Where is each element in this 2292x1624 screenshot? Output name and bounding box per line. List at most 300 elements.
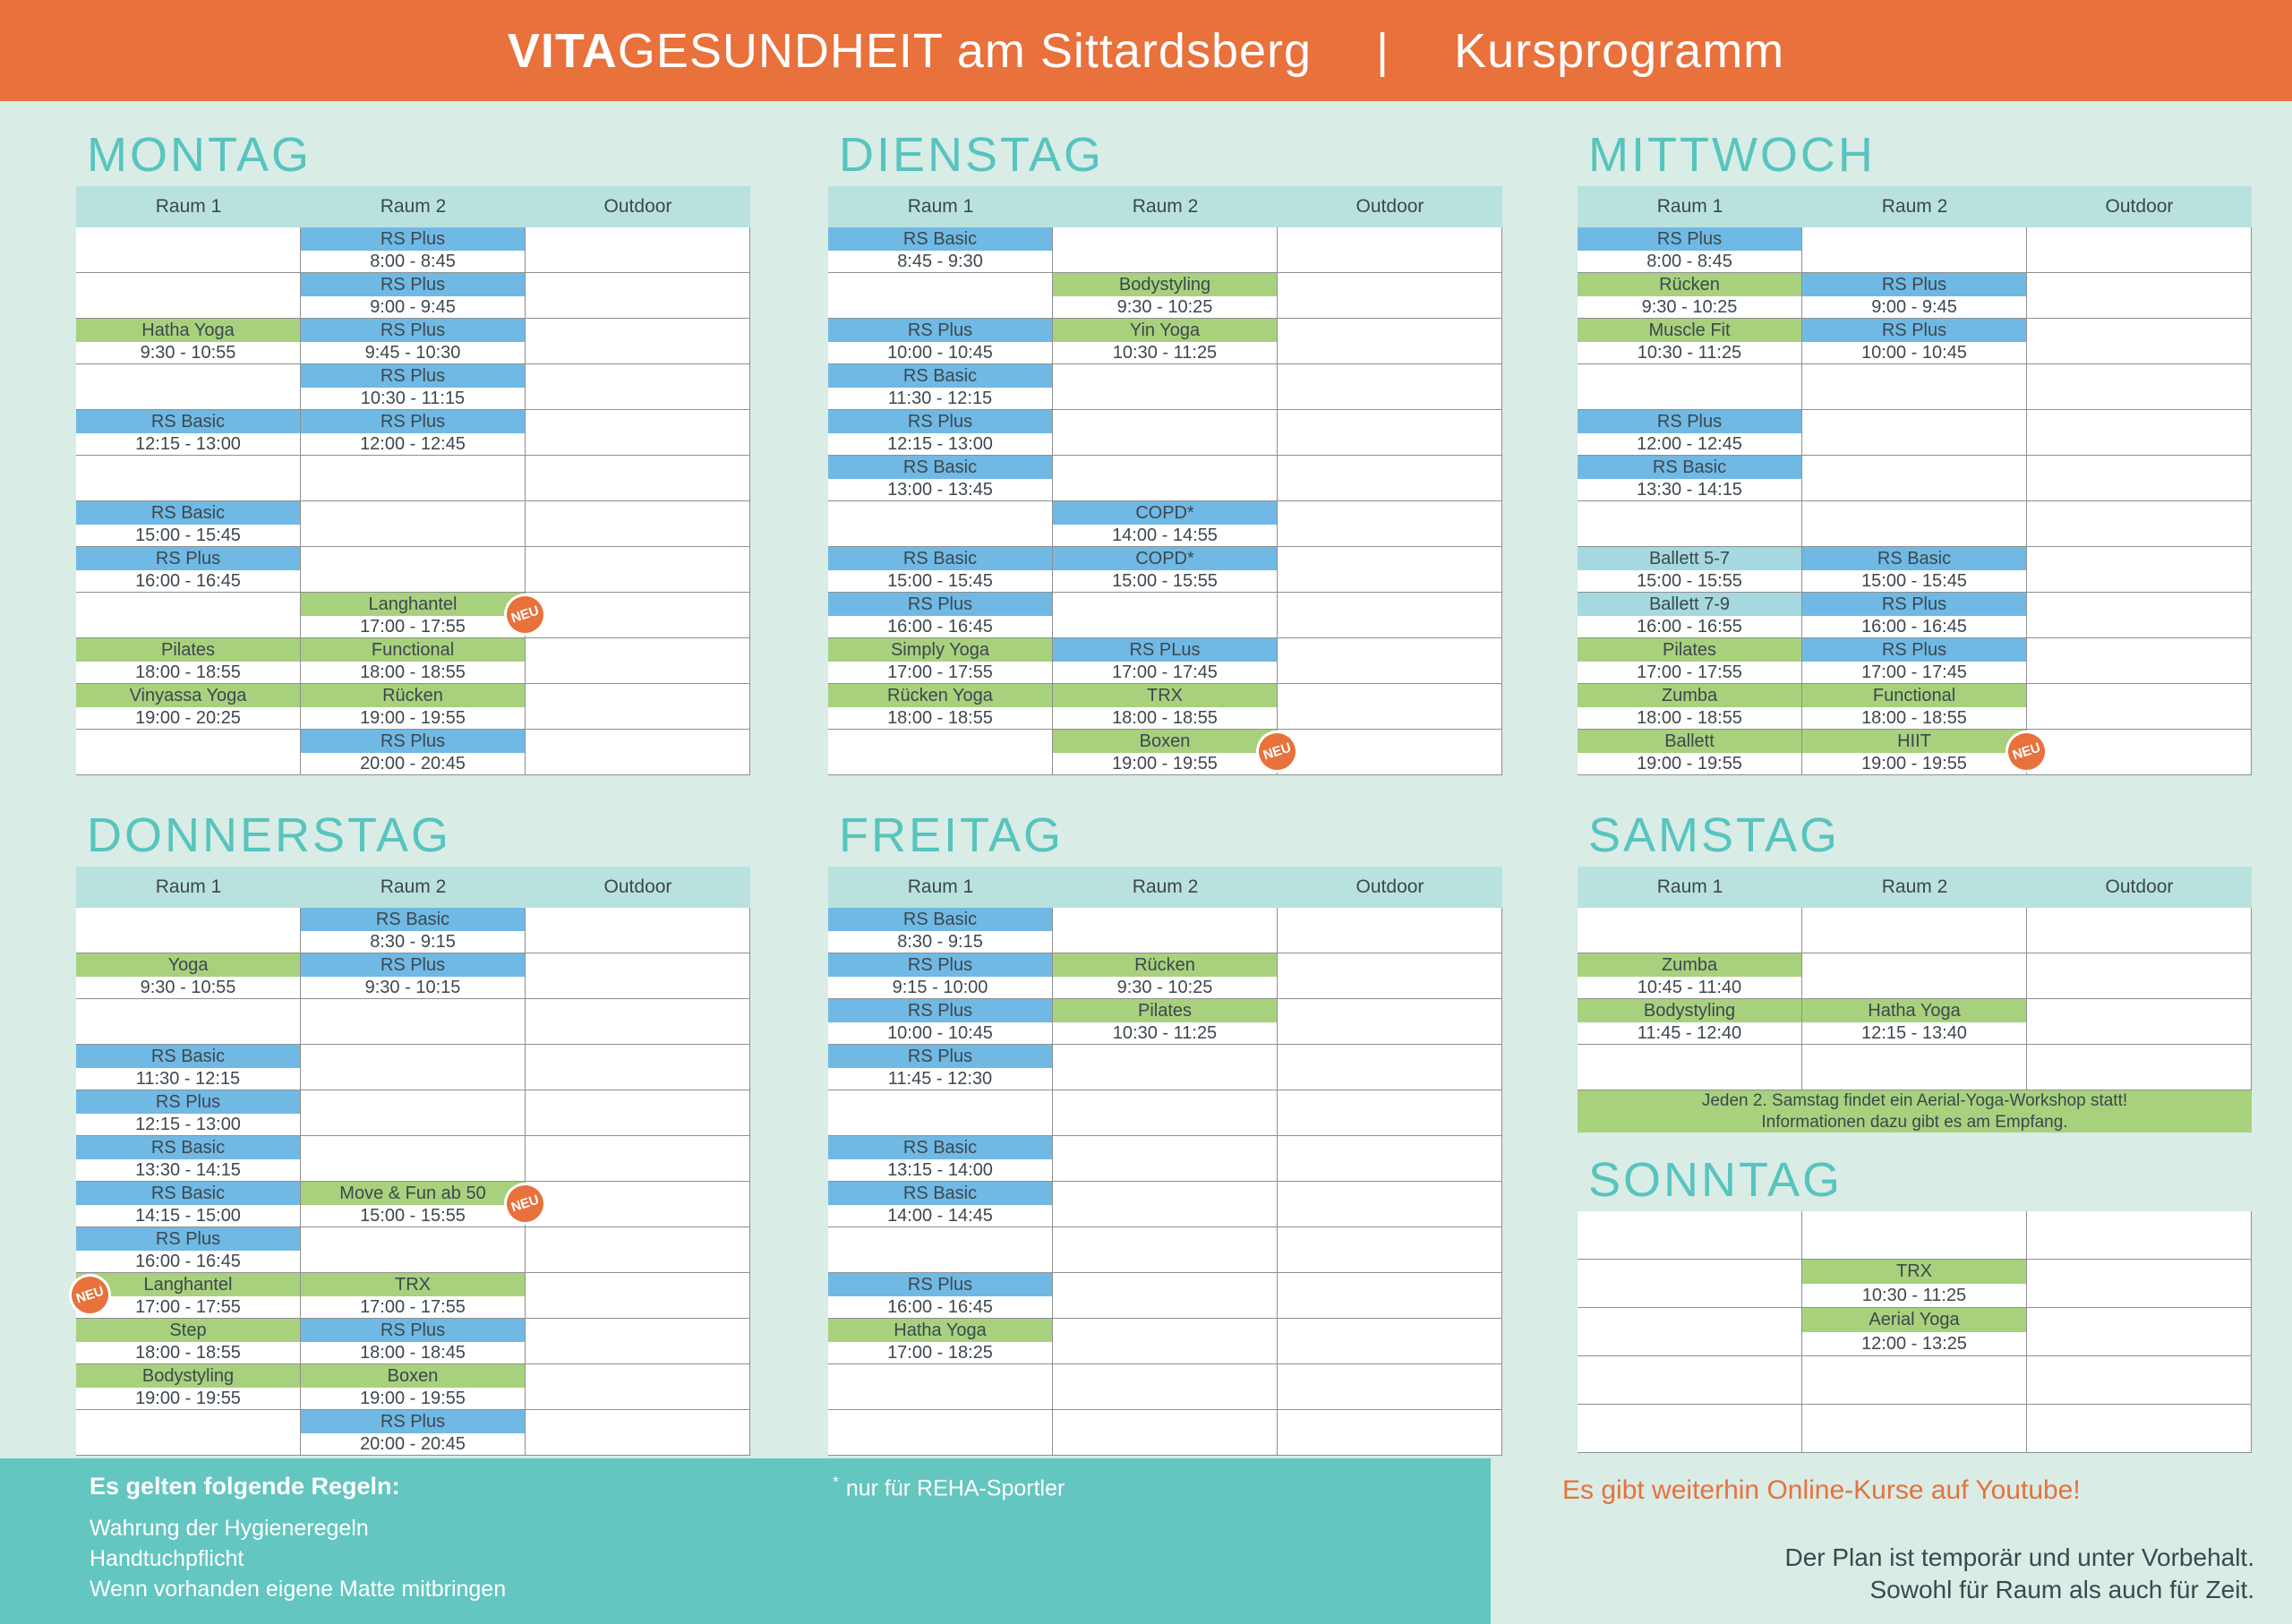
schedule-cell — [828, 730, 1053, 774]
schedule-cell — [301, 319, 526, 363]
schedule-table-samstag — [1578, 867, 2252, 1133]
schedule-cell — [526, 1090, 750, 1135]
event — [1578, 319, 1801, 363]
event-time: 15:00 - 15:45 — [1802, 570, 2026, 592]
schedule-cell — [301, 364, 526, 409]
event — [1053, 999, 1277, 1044]
event-name: Langhantel — [301, 593, 525, 616]
event — [301, 1319, 525, 1363]
event-time: 15:00 - 15:45 — [828, 570, 1052, 592]
schedule-cell — [1802, 999, 2027, 1044]
table-header-row — [76, 867, 750, 908]
asterisk: * — [833, 1473, 839, 1491]
schedule-cell — [526, 684, 750, 729]
schedule-cell — [76, 456, 301, 500]
slot-row — [1578, 999, 2252, 1045]
event-time: 9:30 - 10:25 — [1578, 296, 1801, 318]
event-name: Bodystyling — [76, 1364, 300, 1388]
event-name: RS Plus — [1802, 319, 2026, 342]
schedule-cell — [2027, 1356, 2252, 1404]
schedule-cell — [76, 1182, 301, 1227]
event-name: RS Basic — [76, 1045, 300, 1068]
column-header: Raum 1 — [907, 876, 974, 897]
schedule-cell — [1802, 1260, 2027, 1307]
event — [76, 1227, 300, 1272]
slot-row — [1578, 1045, 2252, 1090]
schedule-cell — [526, 999, 750, 1044]
schedule-cell — [1802, 1405, 2027, 1452]
schedule-cell — [526, 908, 750, 953]
day-title-dienstag: DIENSTAG — [839, 128, 1105, 182]
banner-line: Jeden 2. Samstag findet ein Aerial-Yoga-Workshop statt! — [1701, 1090, 2128, 1110]
slot-row — [76, 999, 750, 1045]
slot-row — [828, 999, 1502, 1045]
event-name: RS Plus — [828, 410, 1052, 433]
event-time: 15:00 - 15:55 — [301, 1205, 525, 1227]
slot-row — [1578, 593, 2252, 638]
schedule-cell — [1053, 638, 1278, 683]
schedule-cell — [1053, 953, 1278, 998]
schedule-cell — [301, 1045, 526, 1090]
event-time: 18:00 - 18:55 — [828, 707, 1052, 729]
schedule-cell — [526, 1273, 750, 1318]
event-time: 18:00 - 18:55 — [1578, 707, 1801, 729]
event-name: RS Plus — [828, 953, 1052, 977]
slot-row — [76, 1227, 750, 1273]
slot-row — [1578, 684, 2252, 730]
schedule-cell — [1053, 1136, 1278, 1181]
event-time: 9:45 - 10:30 — [301, 342, 525, 363]
schedule-cell — [1802, 953, 2027, 998]
schedule-cell — [1278, 1273, 1502, 1318]
schedule-cell — [1053, 1090, 1278, 1135]
day-sonntag — [1578, 1149, 2252, 1453]
event-time: 9:15 - 10:00 — [828, 977, 1052, 998]
event-time: 9:00 - 9:45 — [1802, 296, 2026, 318]
schedule-cell — [1053, 1273, 1278, 1318]
event-name: RS Basic — [828, 227, 1052, 251]
slot-row — [828, 953, 1502, 999]
schedule-cell — [76, 684, 301, 729]
schedule-cell — [1278, 593, 1502, 637]
slot-row — [76, 684, 750, 730]
schedule-cell — [526, 1364, 750, 1409]
event — [76, 1182, 300, 1227]
slot-row — [73, 1273, 750, 1319]
schedule-cell — [301, 1227, 526, 1272]
schedule-cell — [1278, 1090, 1502, 1135]
slot-row — [76, 1319, 750, 1364]
event — [1578, 410, 1801, 455]
column-header: Outdoor — [1356, 876, 1424, 897]
schedule-cell — [301, 456, 526, 500]
slot-row — [1578, 547, 2252, 593]
schedule-cell — [828, 638, 1053, 683]
column-header: Outdoor — [1356, 196, 1424, 217]
schedule-cell — [2027, 999, 2252, 1044]
schedule-cell — [526, 1045, 750, 1090]
schedule-cell — [1278, 501, 1502, 546]
event — [76, 953, 300, 998]
column-header: Raum 1 — [1656, 876, 1723, 897]
schedule-cell — [828, 1319, 1053, 1363]
schedule-cell — [1053, 1182, 1278, 1227]
schedule-cell — [1278, 547, 1502, 592]
event-time: 18:00 - 18:55 — [301, 662, 525, 683]
schedule-cell — [76, 999, 301, 1044]
schedule-cell — [1578, 684, 1802, 729]
event-time: 17:00 - 17:55 — [76, 1296, 300, 1318]
event-name: RS Basic — [76, 1136, 300, 1159]
header-bar — [0, 0, 2292, 101]
schedule-cell — [76, 1136, 301, 1181]
schedule-cell — [828, 1045, 1053, 1090]
rules-box — [0, 1458, 1491, 1624]
schedule-cell — [301, 908, 526, 953]
event-time: 10:30 - 11:25 — [1802, 1284, 2026, 1307]
slot-row — [828, 684, 1502, 730]
slot-row — [1578, 501, 2252, 547]
event-time: 15:00 - 15:55 — [1053, 570, 1277, 592]
schedule-cell — [1802, 1045, 2027, 1090]
schedule-cell — [1278, 1182, 1502, 1227]
schedule-cell — [2027, 410, 2252, 455]
schedule-cell — [1053, 410, 1278, 455]
event-time: 13:30 - 14:15 — [1578, 479, 1801, 500]
schedule-cell — [1802, 547, 2027, 592]
event-name: Muscle Fit — [1578, 319, 1801, 342]
event-name: RS Plus — [76, 1227, 300, 1251]
schedule-cell — [828, 364, 1053, 409]
event — [301, 638, 525, 683]
schedule-cell — [301, 1273, 526, 1318]
event — [1578, 953, 1801, 998]
table-header-row — [76, 186, 750, 227]
event-time: 18:00 - 18:55 — [76, 662, 300, 683]
schedule-cell — [76, 1364, 301, 1409]
event — [828, 456, 1052, 500]
schedule-cell — [1278, 456, 1502, 500]
schedule-cell — [301, 547, 526, 592]
column-header: Raum 1 — [155, 196, 222, 217]
event-name: Pilates — [1053, 999, 1277, 1022]
event — [828, 227, 1052, 272]
event — [1802, 638, 2026, 683]
schedule-cell — [76, 1319, 301, 1363]
event — [1578, 999, 1801, 1044]
column-header: Raum 2 — [380, 196, 447, 217]
schedule-cell — [1278, 1045, 1502, 1090]
slot-row — [828, 638, 1502, 684]
schedule-cell — [1578, 547, 1802, 592]
slot-row — [76, 547, 750, 593]
rule-item: Wenn vorhanden eigene Matte mitbringen — [90, 1577, 507, 1602]
event-name: Yin Yoga — [1053, 319, 1277, 342]
slot-row — [828, 501, 1502, 547]
schedule-cell — [1278, 1410, 1502, 1455]
schedule-cell — [828, 1182, 1053, 1227]
event-time: 17:00 - 17:55 — [301, 616, 525, 637]
schedule-cell — [828, 1136, 1053, 1181]
schedule-cell — [828, 1364, 1053, 1409]
schedule-cell — [1053, 319, 1278, 363]
day-montag — [76, 124, 750, 775]
event-time: 9:30 - 10:25 — [1053, 296, 1277, 318]
column-header: Raum 1 — [155, 876, 222, 897]
day-title-mittwoch: MITTWOCH — [1588, 128, 1876, 182]
slot-row — [828, 364, 1502, 410]
slot-row — [1578, 1405, 2252, 1453]
schedule-cell — [1802, 684, 2027, 729]
slot-row — [828, 273, 1502, 319]
slot-row — [828, 1273, 1502, 1319]
event-time: 16:00 - 16:55 — [1578, 616, 1801, 637]
schedule-cell — [1278, 1136, 1502, 1181]
rules-title: Es gelten folgende Regeln: — [90, 1473, 400, 1500]
event-name: RS Plus — [301, 1410, 525, 1433]
event-time: 8:30 - 9:15 — [828, 931, 1052, 953]
event — [76, 410, 300, 455]
schedule-cell — [526, 953, 750, 998]
schedule-cell — [1053, 547, 1278, 592]
schedule-cell — [76, 1410, 301, 1455]
day-title-freitag: FREITAG — [839, 808, 1065, 862]
schedule-cell — [76, 730, 301, 774]
event-name: RS Plus — [301, 227, 525, 251]
table-header-row — [1578, 186, 2252, 227]
event-time: 18:00 - 18:55 — [1053, 707, 1277, 729]
schedule-cell — [301, 999, 526, 1044]
schedule-cell — [76, 364, 301, 409]
schedule-cell — [526, 501, 750, 546]
schedule-cell — [1053, 501, 1278, 546]
schedule-cell — [1802, 1308, 2027, 1355]
slot-row — [1578, 1260, 2252, 1308]
event-name: TRX — [301, 1273, 525, 1296]
schedule-cell — [828, 456, 1053, 500]
column-header: Outdoor — [2105, 196, 2174, 217]
slot-row — [828, 319, 1502, 364]
schedule-cell — [76, 593, 301, 637]
schedule-cell — [526, 410, 750, 455]
column-header: Raum 2 — [1881, 196, 1948, 217]
schedule-cell — [2027, 908, 2252, 953]
schedule-cell — [1278, 410, 1502, 455]
slot-row — [76, 1136, 750, 1182]
event-name: RS Basic — [76, 501, 300, 525]
schedule-cell — [1578, 1045, 1802, 1090]
schedule-cell — [1578, 1260, 1802, 1307]
column-header: Raum 1 — [907, 196, 974, 217]
slot-row — [76, 227, 750, 273]
event-time: 8:00 - 8:45 — [1578, 251, 1801, 272]
disclaimer — [1784, 1542, 2254, 1607]
schedule-cell — [2027, 638, 2252, 683]
event — [828, 1045, 1052, 1090]
slot-row — [1578, 638, 2252, 684]
schedule-cell — [1053, 593, 1278, 637]
event-name: TRX — [1053, 684, 1277, 707]
schedule-cell — [2027, 501, 2252, 546]
event — [1053, 501, 1277, 546]
event-time: 19:00 - 19:55 — [1802, 753, 2026, 774]
event-time: 16:00 - 16:45 — [76, 1251, 300, 1272]
schedule-table-donnerstag — [73, 867, 750, 1456]
event-time: 11:45 - 12:40 — [1578, 1022, 1801, 1044]
schedule-cell — [2027, 364, 2252, 409]
schedule-cell — [1578, 1211, 1802, 1259]
event — [1578, 730, 1801, 774]
event-time: 15:00 - 15:55 — [1578, 570, 1801, 592]
slot-row — [76, 593, 750, 638]
event-time: 16:00 - 16:45 — [828, 1296, 1052, 1318]
schedule-cell — [2027, 730, 2252, 774]
event — [828, 999, 1052, 1044]
schedule-table-montag — [76, 186, 750, 775]
event-name: RS PLus — [1053, 638, 1277, 662]
event-name: Langhantel — [76, 1273, 300, 1296]
schedule-cell — [1578, 364, 1802, 409]
slot-row — [76, 1182, 750, 1227]
schedule-cell — [828, 501, 1053, 546]
event — [301, 1273, 525, 1318]
event-name: RS Plus — [828, 319, 1052, 342]
event-name: Simply Yoga — [828, 638, 1052, 662]
schedule-cell — [73, 1273, 301, 1318]
schedule-cell — [1802, 593, 2027, 637]
event-name: Boxen — [301, 1364, 525, 1388]
schedule-cell — [1578, 227, 1802, 272]
day-freitag — [828, 804, 1502, 1456]
schedule-cell — [76, 953, 301, 998]
event-time: 13:15 - 14:00 — [828, 1159, 1052, 1181]
slot-row — [828, 227, 1502, 273]
event-time: 14:00 - 14:55 — [1053, 525, 1277, 546]
column-header: Raum 1 — [1656, 196, 1723, 217]
event-name: Ballett 7-9 — [1578, 593, 1801, 616]
event-time: 17:00 - 17:55 — [828, 662, 1052, 683]
event-name: Yoga — [76, 953, 300, 977]
event-name: Pilates — [76, 638, 300, 662]
event-name: RS Basic — [76, 410, 300, 433]
event — [301, 227, 525, 272]
column-header: Outdoor — [603, 876, 672, 897]
event — [1802, 1260, 2026, 1307]
slot-row — [828, 410, 1502, 456]
slot-row — [1578, 456, 2252, 501]
slot-row — [1578, 1211, 2252, 1260]
event-time: 17:00 - 17:55 — [1578, 662, 1801, 683]
event — [76, 1045, 300, 1090]
event-name: RS Plus — [1802, 273, 2026, 296]
schedule-cell — [1278, 730, 1502, 774]
event-time: 13:30 - 14:15 — [76, 1159, 300, 1181]
schedule-cell — [301, 593, 542, 637]
event — [301, 410, 525, 455]
event-time: 19:00 - 19:55 — [1053, 753, 1277, 774]
schedule-cell — [1578, 319, 1802, 363]
event — [1802, 730, 2043, 774]
event-name: RS Plus — [301, 953, 525, 977]
schedule-cell — [2027, 953, 2252, 998]
schedule-cell — [1578, 501, 1802, 546]
schedule-cell — [526, 456, 750, 500]
banner-line: Informationen dazu gibt es am Empfang. — [1761, 1112, 2068, 1132]
event-time: 20:00 - 20:45 — [301, 753, 525, 774]
schedule-cell — [1578, 953, 1802, 998]
asterisk-note — [833, 1473, 1065, 1501]
event-time: 12:00 - 13:25 — [1802, 1332, 2026, 1355]
schedule-cell — [2027, 684, 2252, 729]
schedule-cell — [2027, 227, 2252, 272]
slot-row — [76, 319, 750, 364]
schedule-cell — [1278, 227, 1502, 272]
event — [76, 547, 300, 592]
schedule-cell — [1578, 908, 1802, 953]
event-name: Functional — [301, 638, 525, 662]
schedule-cell — [1802, 501, 2027, 546]
slot-row — [828, 1319, 1502, 1364]
asterisk-note-text: nur für REHA-Sportler — [845, 1475, 1065, 1501]
slot-row — [76, 1364, 750, 1410]
event-name: RS Plus — [828, 1273, 1052, 1296]
schedule-cell — [2027, 1260, 2252, 1307]
schedule-cell — [2027, 1405, 2252, 1452]
schedule-cell — [76, 319, 301, 363]
schedule-cell — [1053, 999, 1278, 1044]
event — [1802, 1308, 2026, 1355]
slot-row — [828, 593, 1502, 638]
schedule-cell — [1802, 410, 2027, 455]
event — [301, 319, 525, 363]
schedule-cell — [828, 908, 1053, 953]
schedule-cell — [1578, 1308, 1802, 1355]
neu-badge: NEU — [1251, 725, 1304, 778]
event — [1053, 319, 1277, 363]
schedule-table-sonntag — [1578, 1211, 2252, 1453]
schedule-cell — [1802, 456, 2027, 500]
event-name: RS Plus — [301, 273, 525, 296]
neu-badge: NEU — [499, 1177, 552, 1230]
event — [301, 1410, 525, 1455]
schedule-cell — [1053, 273, 1278, 318]
schedule-cell — [2027, 1211, 2252, 1259]
event-name: RS Plus — [301, 1319, 525, 1342]
schedule-cell — [526, 638, 750, 683]
event — [76, 1136, 300, 1181]
schedule-cell — [1278, 638, 1502, 683]
schedule-cell — [1802, 638, 2027, 683]
schedule-cell — [301, 1319, 526, 1363]
day-dienstag — [828, 124, 1502, 775]
schedule-cell — [301, 1090, 526, 1135]
event-name: RS Plus — [1578, 227, 1801, 251]
schedule-cell — [1802, 319, 2027, 363]
column-header: Raum 2 — [1132, 876, 1199, 897]
schedule-cell — [1053, 684, 1278, 729]
event — [1802, 319, 2026, 363]
schedule-cell — [301, 227, 526, 272]
event-time: 10:30 - 11:25 — [1578, 342, 1801, 363]
schedule-cell — [1278, 953, 1502, 998]
schedule-cell — [526, 1136, 750, 1181]
event-name: Rücken — [301, 684, 525, 707]
schedule-cell — [1802, 227, 2027, 272]
event — [1578, 684, 1801, 729]
schedule-cell — [1578, 1405, 1802, 1452]
schedule-cell — [76, 227, 301, 272]
slot-row — [1578, 1308, 2252, 1356]
